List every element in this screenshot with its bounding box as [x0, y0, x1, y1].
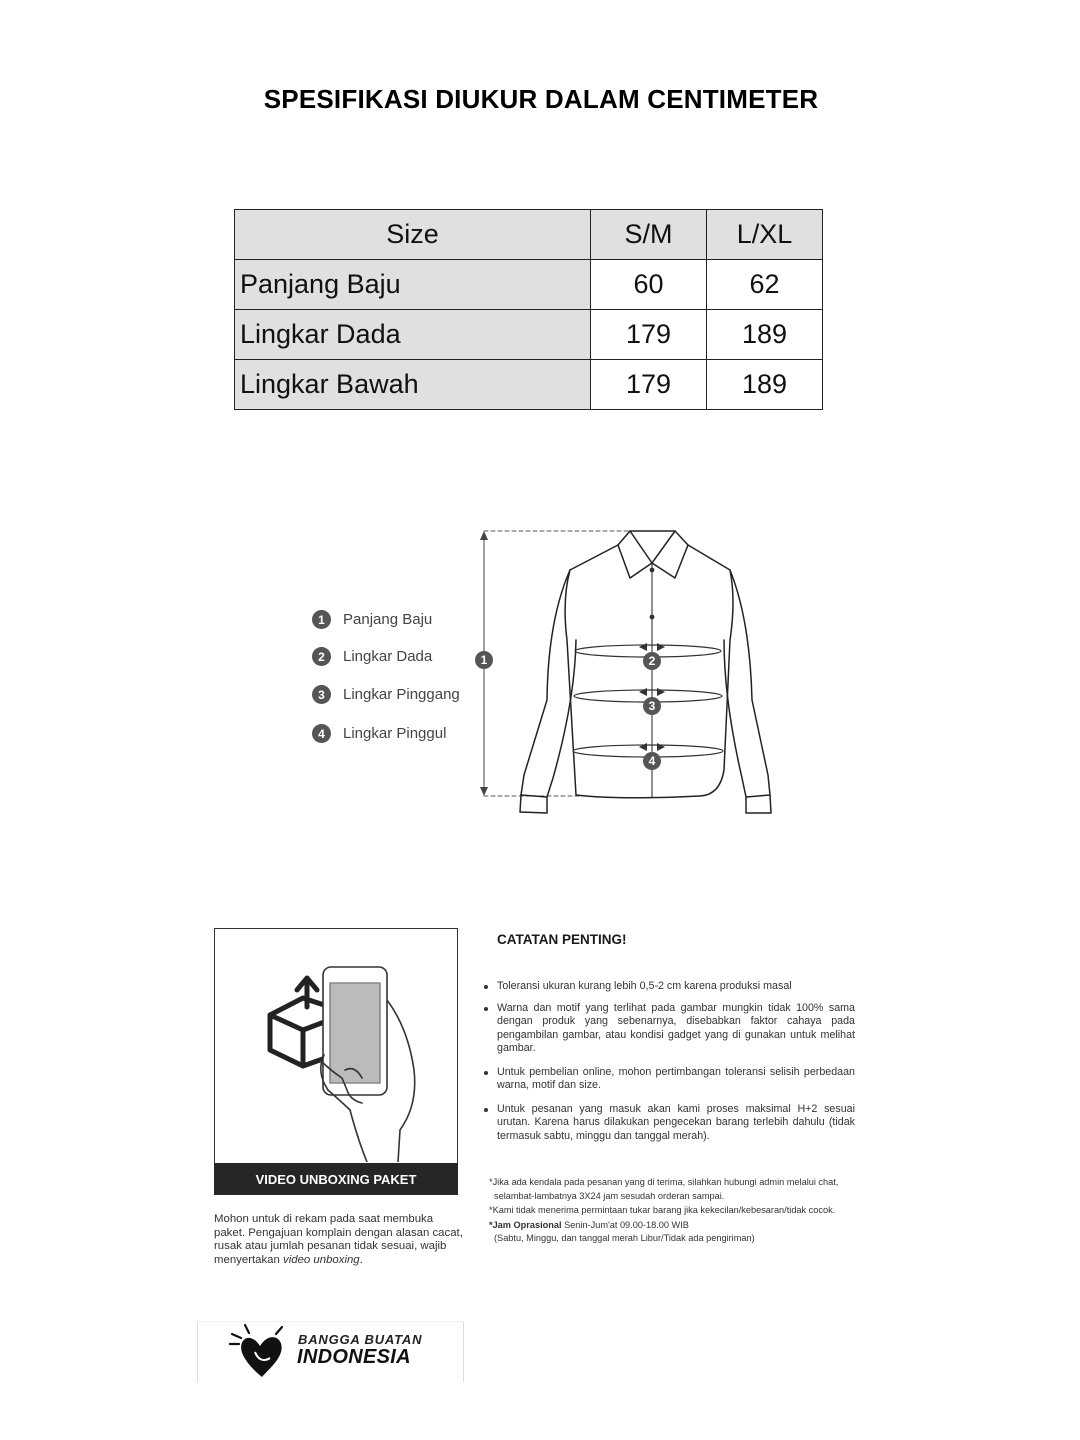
page-title: SPESIFIKASI DIUKUR DALAM CENTIMETER	[263, 84, 819, 114]
table-row	[235, 260, 823, 310]
table-row	[235, 360, 823, 410]
unboxing-description-end: .	[359, 1253, 363, 1266]
legend-label: Lingkar Pinggang	[343, 686, 460, 703]
table-row	[235, 310, 823, 360]
footnote-hours	[489, 1220, 889, 1232]
brand-divider	[197, 1322, 198, 1382]
legend-number: 4	[312, 724, 331, 743]
heart-logo-icon	[228, 1322, 288, 1382]
diagram-marker-1: 1	[480, 653, 488, 667]
header-size: Size	[235, 210, 591, 260]
footnote-contact: *Jika ada kendala pada pesanan yang di terima, silahkan hubungi admin melalui chat,	[489, 1177, 839, 1187]
shirt-measurement-diagram	[470, 520, 790, 820]
size-chart-table	[234, 209, 823, 410]
footnote-exchange: *Kami tidak menerima permintaan tukar barang jika kekecilan/kebesaran/tidak cocok.	[489, 1205, 836, 1215]
legend-number: 1	[312, 610, 331, 629]
header-sm: S/M	[591, 210, 707, 260]
unboxing-phone-icon	[255, 962, 435, 1162]
hours-value: Senin-Jum'at 09.00-18.00 WIB	[561, 1219, 689, 1230]
legend-number: 3	[312, 685, 331, 704]
row-lxl-value: 62	[707, 260, 823, 310]
legend-label: Panjang Baju	[343, 611, 433, 628]
legend-item	[312, 647, 432, 666]
hours-label: *Jam Oprasional	[489, 1219, 562, 1230]
notes-list	[483, 980, 855, 1152]
row-lxl-value: 189	[707, 360, 823, 410]
notes-title: CATATAN PENTING!	[497, 932, 627, 947]
unboxing-description-text: Mohon untuk di rekam pada saat membuka paket. Pengajuan komplain dengan alasan cacat, rusak atau jumlah pesanan tidak sesuai, wajib menyertakan	[214, 1213, 463, 1266]
header-lxl: L/XL	[707, 210, 823, 260]
diagram-marker-2: 2	[648, 654, 656, 668]
unboxing-description-emphasis: video unboxing	[283, 1253, 360, 1266]
table-header-row	[235, 210, 823, 260]
row-sm-value: 60	[591, 260, 707, 310]
footnote-contact-cont: selambat-lambatnya 3X24 jam sesudah orderan sampai.	[494, 1190, 725, 1201]
footnote-hours-note: (Sabtu, Minggu, dan tanggal merah Libur/Tidak ada pengiriman)	[494, 1233, 755, 1243]
footnotes	[489, 1177, 889, 1247]
diagram-marker-4: 4	[648, 754, 656, 768]
note-item: Untuk pembelian online, mohon pertimbangan toleransi selisih perbedaan warna, motif dan size.	[483, 1066, 855, 1093]
unboxing-description	[214, 1213, 464, 1267]
legend-label: Lingkar Pinggul	[343, 725, 447, 742]
brand-line-1: BANGGA BUATAN	[298, 1332, 423, 1347]
legend-item	[312, 610, 432, 629]
diagram-marker-3: 3	[648, 699, 656, 713]
note-item: Warna dan motif yang terlihat pada gambar mungkin tidak 100% sama dengan produk yang sebenarnya, disebabkan faktor cahaya pada pengambilan gambar, atau kondisi gadget yang di gunakan untuk melihat gambar.	[483, 1002, 855, 1056]
row-label: Panjang Baju	[235, 260, 591, 310]
note-item: Untuk pesanan yang masuk akan kami proses maksimal H+2 sesuai urutan. Karena harus dilakukan pengecekan barang terlebih dahulu (tidak termasuk sabtu, minggu dan tanggal merah).	[483, 1103, 855, 1144]
legend-number: 2	[312, 647, 331, 666]
row-label: Lingkar Bawah	[235, 360, 591, 410]
legend-item	[312, 724, 446, 743]
note-item: Toleransi ukuran kurang lebih 0,5-2 cm karena produksi masal	[483, 980, 855, 994]
brand-divider	[463, 1322, 464, 1382]
row-label: Lingkar Dada	[235, 310, 591, 360]
row-sm-value: 179	[591, 360, 707, 410]
legend-label: Lingkar Dada	[343, 648, 433, 665]
legend-item	[312, 685, 460, 704]
row-lxl-value: 189	[707, 310, 823, 360]
row-sm-value: 179	[591, 310, 707, 360]
video-unboxing-banner: VIDEO UNBOXING PAKET	[214, 1163, 458, 1195]
brand-line-2: INDONESIA	[297, 1346, 411, 1368]
